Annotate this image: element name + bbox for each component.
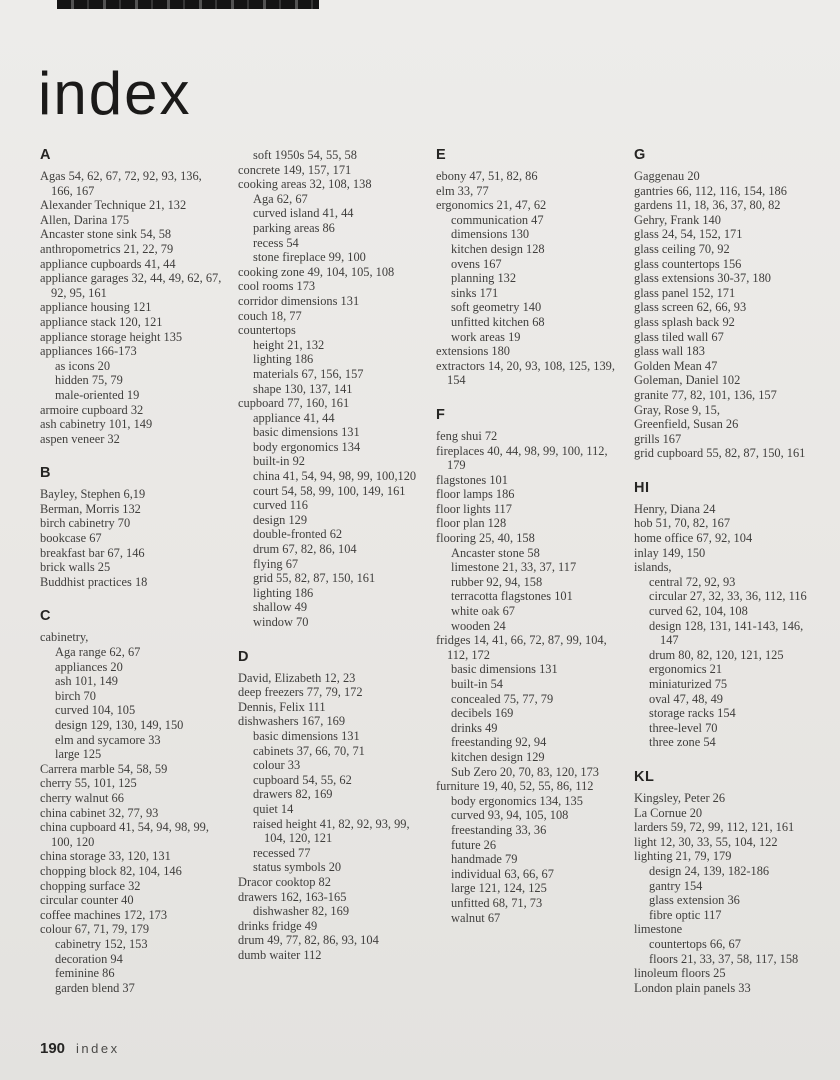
index-entry: glass extension 36 [649,893,740,908]
index-entry: kitchen design 128 [451,241,545,256]
index-entry: planning 132 [451,271,517,286]
index-entry: feng shui 72 [436,428,498,443]
page-number: 190 [40,1040,66,1057]
index-entry: soft geometry 140 [451,300,542,315]
index-entry: basic dimensions 131 [451,662,558,677]
index-entry: male-oriented 19 [55,387,140,402]
index-entry: breakfast bar 67, 146 [40,545,145,560]
index-entry: glass ceiling 70, 92 [634,241,730,256]
index-entry: couch 18, 77 [238,308,302,323]
index-entry: cool rooms 173 [238,279,316,294]
index-entry: built-in 92 [253,454,305,469]
index-entry: ovens 167 [451,256,502,271]
index-entry: unfitted 68, 71, 73 [451,895,543,910]
index-entry: gantries 66, 112, 116, 154, 186 [634,183,787,198]
index-entry: ebony 47, 51, 82, 86 [436,169,538,183]
index-entry: three zone 54 [649,735,716,750]
index-entry: Ancaster stone 58 [451,545,540,560]
index-section-g [634,148,820,461]
index-entry: countertops [238,323,296,338]
index-entry: cooking zone 49, 104, 105, 108 [238,264,395,279]
index-entry: Golden Mean 47 [634,358,718,373]
index-entry: shallow 49 [253,600,308,615]
index-entry: linoleum floors 25 [634,966,726,981]
index-entry: drawers 82, 169 [253,787,333,802]
index-entry: materials 67, 156, 157 [253,366,364,381]
index-entry: raised height 41, 82, 92, 93, 99, 104, 120, 121 [253,816,410,846]
index-entry: parking areas 86 [253,220,335,235]
index-entry: soft 1950s 54, 55, 58 [253,148,357,162]
index-entry: court 54, 58, 99, 100, 149, 161 [253,483,406,498]
index-entry: extensions 180 [436,344,510,359]
index-entry: appliance 41, 44 [253,410,335,425]
index-entry: recess 54 [253,235,299,250]
index-entry: Carrera marble 54, 58, 59 [40,761,168,776]
index-entry: limestone [634,922,683,937]
index-entry: double-fronted 62 [253,527,343,542]
index-entry: ergonomics 21 [649,662,723,677]
index-entry: appliance cupboards 41, 44 [40,256,176,271]
index-entry: Ancaster stone sink 54, 58 [40,227,172,242]
index-entry: built-in 54 [451,677,503,691]
index-section-kl [634,770,820,995]
index-entry: flying 67 [253,556,299,571]
index-entry: concrete 149, 157, 171 [238,162,352,177]
index-entry: freestanding 33, 36 [451,822,547,837]
index-entry: gantry 154 [649,878,703,893]
index-entry: three-level 70 [649,720,718,735]
index-entry: dishwashers 167, 169 [238,714,346,729]
index-entry: floor plan 128 [436,516,507,531]
index-entry: chopping block 82, 104, 146 [40,863,182,878]
section-letter: D [238,648,249,665]
section-letter: E [436,148,447,163]
index-section-c [40,609,226,995]
index-entry: drum 67, 82, 86, 104 [253,542,357,557]
index-section-b [40,466,226,589]
index-entry: Dracor cooktop 82 [238,874,331,889]
index-entry: Gaggenau 20 [634,169,700,183]
index-entry: wooden 24 [451,618,506,633]
index-section-continued [238,148,424,630]
index-entry: hidden 75, 79 [55,373,123,388]
index-entry: furniture 19, 40, 52, 55, 86, 112 [436,779,594,794]
index-entry: glass wall 183 [634,344,705,359]
section-letter: HI [634,479,650,496]
index-entry: curved 62, 104, 108 [649,604,748,619]
index-entry: window 70 [253,615,309,629]
page-title: index [38,60,192,127]
index-entry: inlay 149, 150 [634,545,706,560]
index-entry: lighting 186 [253,585,314,600]
index-entry: individual 63, 66, 67 [451,866,554,881]
index-entry: design 129, 130, 149, 150 [55,718,184,732]
index-entry: hob 51, 70, 82, 167 [634,516,731,531]
index-entry: stone fireplace 99, 100 [253,250,366,265]
index-entry: drum 49, 77, 82, 86, 93, 104 [238,933,379,948]
index-entry: curved 93, 94, 105, 108 [451,808,569,823]
index-entry: cabinetry, [40,630,89,645]
index-entry: circular counter 40 [40,893,134,908]
index-entry: birch 70 [55,688,96,703]
index-entry: drinks fridge 49 [238,918,318,933]
index-entry: body ergonomics 134 [253,439,361,454]
index-entry: elm and sycamore 33 [55,732,161,747]
index-entry: large 125 [55,747,102,762]
index-entry: extractors 14, 20, 93, 108, 125, 139, 154 [436,358,615,388]
index-entry: drawers 162, 163-165 [238,889,347,904]
index-entry: flooring 25, 40, 158 [436,531,535,546]
index-entry: china storage 33, 120, 131 [40,849,171,864]
index-entry: floor lights 117 [436,501,512,516]
index-entry: Dennis, Felix 111 [238,699,326,714]
index-entry: white oak 67 [451,604,516,619]
index-entry: Sub Zero 20, 70, 83, 120, 173 [451,764,599,779]
index-entry: glass panel 152, 171 [634,285,736,300]
index-entry: glass splash back 92 [634,314,735,329]
index-entry: future 26 [451,837,497,852]
index-entry: islands, [634,560,672,575]
index-entry: kitchen design 129 [451,749,545,764]
index-entry: large 121, 124, 125 [451,881,547,896]
index-entry: Goleman, Daniel 102 [634,373,741,388]
index-entry: sinks 171 [451,285,499,300]
index-entry: garden blend 37 [55,980,135,995]
index-entry: chopping surface 32 [40,878,141,893]
index-entry: drinks 49 [451,720,498,735]
index-section-hi [634,481,820,750]
index-entry: glass extensions 30-37, 180 [634,271,771,286]
index-entry: Greenfield, Susan 26 [634,417,739,432]
index-section-a [40,148,226,446]
index-entry: aspen veneer 32 [40,431,120,446]
index-entry: Agas 54, 62, 67, 72, 92, 93, 136, 166, 167 [40,169,202,198]
index-entry: cupboard 77, 160, 161 [238,396,350,411]
index-entry: glass tiled wall 67 [634,329,724,344]
index-entry: storage racks 154 [649,706,736,721]
index-entry: countertops 66, 67 [649,936,741,951]
page-footer [40,1040,120,1057]
index-entry: grills 167 [634,431,682,446]
index-entry: brick walls 25 [40,560,111,575]
index-entry: dishwasher 82, 169 [253,904,350,919]
index-entry: appliance housing 121 [40,300,152,315]
index-entry: cooking areas 32, 108, 138 [238,177,372,192]
section-letter: C [40,608,51,625]
index-entry: handmade 79 [451,852,518,867]
index-entry: corridor dimensions 131 [238,293,360,308]
index-entry: appliance garages 32, 44, 49, 62, 67, 92, 95, 161 [40,271,222,300]
index-entry: Gehry, Frank 140 [634,212,721,227]
index-entry: Buddhist practices 18 [40,574,148,589]
index-entry: floor lamps 186 [436,487,515,502]
index-entry: design 129 [253,512,308,527]
index-entry: Aga range 62, 67 [55,645,141,660]
index-column-2 [238,148,424,1048]
index-entry: gardens 11, 18, 36, 37, 80, 82 [634,198,781,213]
index-column-3 [436,148,622,1048]
index-entry: glass countertops 156 [634,256,742,271]
index-entry: communication 47 [451,212,544,227]
index-entry: birch cabinetry 70 [40,516,131,531]
index-entry: recessed 77 [253,845,311,860]
index-entry: shape 130, 137, 141 [253,381,353,396]
index-entry: granite 77, 82, 101, 136, 157 [634,387,777,402]
index-entry: appliances 166-173 [40,344,137,359]
index-entry: oval 47, 48, 49 [649,691,723,706]
index-entry: walnut 67 [451,910,501,925]
index-entry: dimensions 130 [451,227,530,242]
section-letter: F [436,406,446,423]
index-entry: Alexander Technique 21, 132 [40,198,187,213]
index-entry: lighting 21, 79, 179 [634,849,732,864]
index-entry: coffee machines 172, 173 [40,907,168,922]
index-entry: appliance storage height 135 [40,329,183,344]
index-entry: larders 59, 72, 99, 112, 121, 161 [634,820,795,835]
index-entry: deep freezers 77, 79, 172 [238,685,363,700]
index-entry: cherry 55, 101, 125 [40,776,137,791]
cropped-scan-bar [57,0,319,9]
index-entry: glass 24, 54, 152, 171 [634,227,743,242]
index-entry: Henry, Diana 24 [634,501,716,516]
index-entry: ash 101, 149 [55,674,118,689]
index-entry: Kingsley, Peter 26 [634,790,726,805]
index-entry: fireplaces 40, 44, 98, 99, 100, 112, 179 [436,443,608,473]
index-entry: La Cornue 20 [634,805,703,820]
footer-section-label: index [76,1041,120,1056]
index-entry: anthropometrics 21, 22, 79 [40,241,174,256]
index-section-e [436,148,622,388]
index-entry: design 24, 139, 182-186 [649,863,770,878]
index-section-f [436,408,622,925]
index-entry: body ergonomics 134, 135 [451,793,583,808]
index-entry: ergonomics 21, 47, 62 [436,198,547,213]
index-entry: Berman, Morris 132 [40,501,141,516]
index-entry: grid 55, 82, 87, 150, 161 [253,571,376,586]
index-entry: cherry walnut 66 [40,790,124,805]
index-entry: glass screen 62, 66, 93 [634,300,747,315]
index-column-4 [634,148,820,1048]
index-entry: quiet 14 [253,801,294,816]
index-entry: light 12, 30, 33, 55, 104, 122 [634,834,778,849]
index-entry: curved 104, 105 [55,703,136,718]
index-entry: rubber 92, 94, 158 [451,574,543,589]
index-entry: drum 80, 82, 120, 121, 125 [649,647,784,662]
index-entry: basic dimensions 131 [253,728,360,743]
index-entry: appliance stack 120, 121 [40,314,163,329]
index-entry: concealed 75, 77, 79 [451,691,554,706]
index-entry: curved 116 [253,498,308,513]
index-entry: bookcase 67 [40,531,102,546]
index-entry: colour 33 [253,758,301,773]
index-entry: Aga 62, 67 [253,191,308,206]
index-entry: floors 21, 33, 37, 58, 117, 158 [649,951,799,966]
index-entry: fibre optic 117 [649,907,722,922]
index-entry: elm 33, 77 [436,183,489,198]
section-letter: B [40,465,51,482]
index-entry: as icons 20 [55,358,111,373]
index-entry: cabinets 37, 66, 70, 71 [253,743,365,758]
index-entry: miniaturized 75 [649,677,728,691]
index-entry: cupboard 54, 55, 62 [253,772,352,787]
index-entry: Allen, Darina 175 [40,212,130,227]
index-entry: fridges 14, 41, 66, 72, 87, 99, 104, 112, 172 [436,633,607,662]
index-entry: work areas 19 [451,329,521,344]
index-entry: dumb waiter 112 [238,947,322,962]
index-entry: freestanding 92, 94 [451,735,547,750]
index-entry: colour 67, 71, 79, 179 [40,922,150,937]
index-entry: feminine 86 [55,966,115,981]
index-entry: china 41, 54, 94, 98, 99, 100,120 [253,469,417,484]
section-letter: G [634,148,646,163]
index-entry: central 72, 92, 93 [649,574,736,589]
index-entry: design 128, 131, 141-143, 146, 147 [649,618,804,648]
index-entry: home office 67, 92, 104 [634,531,753,546]
index-entry: Bayley, Stephen 6,19 [40,487,146,502]
index-entry: circular 27, 32, 33, 36, 112, 116 [649,589,807,604]
index-entry: ash cabinetry 101, 149 [40,417,153,432]
index-entry: London plain panels 33 [634,980,751,995]
index-entry: curved island 41, 44 [253,206,354,221]
index-entry: decibels 169 [451,706,514,721]
index-entry: grid cupboard 55, 82, 87, 150, 161 [634,446,806,461]
index-entry: appliances 20 [55,659,123,674]
index-column-1 [40,148,226,1048]
index-entry: decoration 94 [55,951,123,966]
index-entry: armoire cupboard 32 [40,402,144,417]
index-columns [40,148,820,1048]
index-entry: china cupboard 41, 54, 94, 98, 99, 100, 120 [40,820,209,849]
index-entry: unfitted kitchen 68 [451,314,545,329]
section-letter: A [40,148,51,163]
index-entry: Gray, Rose 9, 15, [634,402,720,417]
index-entry: flagstones 101 [436,472,508,487]
index-entry: status symbols 20 [253,860,342,875]
index-entry: terracotta flagstones 101 [451,589,573,604]
index-entry: height 21, 132 [253,337,325,352]
index-section-d [238,650,424,963]
index-entry: basic dimensions 131 [253,425,360,440]
index-entry: cabinetry 152, 153 [55,936,148,951]
index-entry: David, Elizabeth 12, 23 [238,670,356,685]
index-entry: china cabinet 32, 77, 93 [40,805,159,820]
index-entry: lighting 186 [253,352,314,367]
section-letter: KL [634,768,655,785]
index-entry: limestone 21, 33, 37, 117 [451,560,577,575]
